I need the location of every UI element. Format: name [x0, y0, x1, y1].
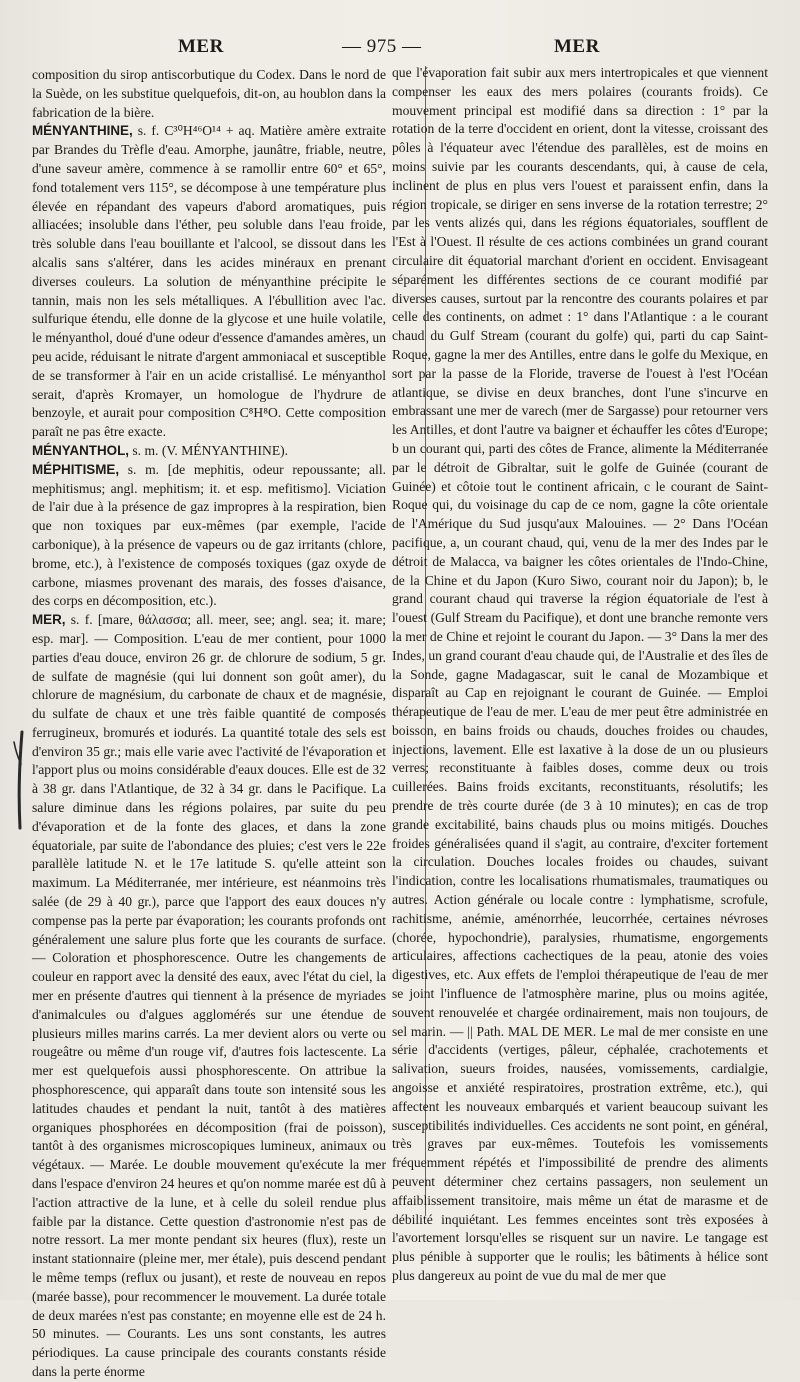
entry-mephitisme	[32, 461, 386, 611]
entry-menyanthol	[32, 442, 386, 461]
left-column	[32, 66, 386, 1382]
entry-body: s. m. (V. MÉNYANTHINE).	[128, 442, 289, 458]
header-right-word: MER	[554, 36, 600, 57]
entry-body: s. f. C³⁰H⁴⁶O¹⁴ + aq. Matière amère extraite par Brandes du Trèfle d'eau. Amorphe, jaunâtre, friable, neutre, d'une saveur amère, commence à se ramollir entre 60° et 65°, fond totalement vers 115°, se décompose à une température plus élevée en répandant des vapeurs d'abord aromatiques, puis alliacées; insoluble dans l'éther, peu soluble dans l'eau froide, très soluble dans l'eau bouillante et l'alcool, se dissout dans les alcalis sans s'altérer, dans les acides minéraux en prenant diverses couleurs. La solution de ményanthine précipite le tannin, mais non les sels métalliques. A l'ébullition avec l'ac. sulfurique étendu, elle donne de la glycose et une huile volatile, le ményanthol, doué d'une odeur d'essence d'amandes amères, un peu acide, réduisant le nitrate d'argent ammoniacal et susceptible de se transformer à l'air en un acide cristallisé. Le ményanthol serait, d'après Kromayer, un homologue de l'hydrure de benzoyle, et aurait pour composition C⁸H⁸O. Cette composition paraît ne pas être exacte.	[32, 123, 386, 440]
right-column	[392, 64, 768, 1286]
headword: MÉPHITISME,	[32, 461, 120, 477]
headword: MÉNYANTHINE,	[32, 123, 133, 139]
entry-body: s. m. [de mephitis, odeur repoussante; all. mephitismus; angl. mephitism; it. et esp. mefitismo]. Viciation de l'air due à la présence de gaz impropres à la respiration, bien que non toxiques par eux-mêmes (par exemple, l'acide carbonique), à la présence de vapeurs ou de gaz irritants (chlore, brome, etc.), à l'existence de composés toxiques (gaz oxyde de carbone, miasmes provenant des marais, des fosses d'aisance, des corps en décomposition, etc.).	[32, 461, 386, 609]
entry-mer	[32, 611, 386, 1382]
headword: MER,	[32, 612, 66, 628]
header-left-word: MER	[178, 36, 224, 57]
entry-continuation: composition du sirop antiscorbutique du Codex. Dans le nord de la Suède, on les substitue quelquefois, dit-on, au houblon dans la fabrication de la bière.	[32, 67, 386, 120]
headword: MÉNYANTHOL,	[32, 442, 129, 458]
entry-menyanthine	[32, 122, 386, 442]
page-number: — 975 —	[342, 36, 422, 57]
entry-mer-continuation: que l'évaporation fait subir aux mers intertropicales et que viennent compenser les eaux des mers polaires (courants froids). Ce mouvement principal est modifié dans sa direction : 1° par la rotation de la terre d'occident en orient, dont la vitesse, croissant des pôles à l'équateur avec l'étendue des parallèles, est de moins en moins suivie par les courants descendants, qui, à cause de cela, inclinent de plus en plus vers l'ouest et paraissent enfin, dans la région tropicale, se diriger en sens inverse de la rotation terrestre; 2° par les vents alizés qui, dans les régions équatoriales, soufflent de l'Est à l'Ouest. Il résulte de ces actions combinées un grand courant circulaire dit équatorial marchant d'orient en occident. Envisageant séparément les différentes sections de ce courant modifié par diverses causes, surtout par la rencontre des courants polaires et par celle des continents, on admet : 1° dans l'Atlantique : a le courant chaud du Gulf Stream (courant du golfe) qui, parti du cap Saint-Roque, gagne la mer des Antilles, entre dans le golfe du Mexique, en sort par la passe de la Floride, traverse de l'ouest à l'est l'Océan atlantique, se divise en deux branches, dont l'une s'incurve en embrassant une mer de varech (mer de Sargasse) pour retourner vers les Antilles, et dont l'autre va baigner et échauffer les côtes d'Europe; b un courant qui, parti des côtes de France, alimente la Méditerranée par le détroit de Gibraltar, suit le golfe de Guinée (courant de Guinée) et côtoie tout le continent africain, c le courant de Saint-Roque qui, du voisinage du cap de ce nom, gagne la côte orientale de l'Amérique du Sud jusqu'aux Malouines. — 2° Dans l'Océan pacifique, a, un courant chaud, qui, venu de la mer des Indes par le détroit de Malacca, va baigner les côtes orientales de l'Indo-Chine, de la Chine et du Japon (Kuro Siwo, courant noir du Japon); b, le grand courant chaud qui traverse la région équatoriale de l'est à l'ouest (Gulf Stream du Pacifique), et dont une branche remonte vers la mer de Chine et rejoint le courant du Japon. — 3° Dans la mer des Indes, un grand courant d'eau chaude qui, de l'Australie et des îles de la Sonde, gagne Madagascar, suit le canal de Mozambique et disparaît au Cap en rejoignant le courant de Guinée. — Emploi thérapeutique de l'eau de mer. L'eau de mer peut être administrée en boisson, en bains froids ou chauds, douches froides ou chaudes, injections, lavement. Elle est laxative à la dose de un ou plusieurs verres; reconstituante à faibles doses, comme deux ou trois cuillerées. Bains froids excitants, reconstituants, résolutifs; les prendre de très courte durée (de 3 à 10 minutes); en cas de trop grande excitabilité, bains chauds plus ou moins mitigés. Douches froides généralisées quand il s'agit, au contraire, d'exciter fortement la circulation. Douches locales froides ou chaudes, suivant l'indication, contre les localisations rhumatismales, traumatiques ou autres. Action générale ou locale contre : lymphatisme, scrofule, rachitisme, anémie, aménorrhée, leucorrhée, certaines névroses (chorée, hypochondrie), paralysies, rhumatisme, engorgements articulaires, affections cachectiques de la peau, atonie des voies digestives, etc. Aux effets de l'emploi thérapeutique de l'eau de mer se joint l'influence de l'atmosphère marine, plus ou moins agitée, souvent renouvelée et chargée ordinairement, mais non toujours, de sel marin. — || Path. MAL DE MER. Le mal de mer consiste en une série d'accidents (vertiges, pâleur, céphalée, crachotements et salivation, sueurs froides, nausées, vomissements, cardialgie, angoisse et anxiété respiratoires, prostration extrême, etc.), qui affectent les nouveaux embarqués et varient beaucoup suivant les susceptibilités individuelles. Ces accidents ne sont point, en général, très graves par eux-mêmes. Toutefois les vomissements fréquemment répétés et l'impossibilité de prendre des aliments peuvent déterminer chez certains passagers, non seulement un affaiblissement transitoire, mais même un état de marasme et de débilité inquiétant. Les femmes enceintes sont très exposées à l'avortement lorsqu'elles se risquent sur un navire. Le tangage est plus pénible à supporter que le roulis; les bâtiments à hélice sont plus dangereux au point de vue du mal de mer que	[392, 65, 768, 1283]
entry-body: s. f. [mare, θάλασσα; all. meer, see; angl. sea; it. mare; esp. mar]. — Composition. L'eau de mer contient, pour 1000 parties d'eau douce, environ 26 gr. de chlorure de sodium, 5 gr. de sulfate de magnésie (qui lui donnent son goût amer), du chlorure de magnésium, du carbonate de chaux et de magnésie, du sulfate de chaux et une très faible quantité de composés ferrugineux, bromurés et iodurés. La quantité totale des sels est d'environ 35 gr.; mais elle varie avec l'activité de l'évaporation et l'apport plus ou moins considérable d'eaux douces. Elle est de 32 à 38 gr. dans l'Atlantique, de 32 à 34 gr. dans le Pacifique. La salure diminue dans les régions polaires, par suite du peu d'évaporation et de la fonte des glaces, et dans la zone équatoriale, par suite de l'abondance des pluies; c'est vers le 22e parallèle latitude N. et le 17e latitude S. qu'elle atteint son maximum. La Méditerranée, mer intérieure, est néanmoins très salée (de 29 à 40 gr.), parce que l'apport des eaux douces n'y compense pas la perte par évaporation; les courants profonds ont généralement une salure plus forte que les courants de surface. — Coloration et phosphorescence. Outre les changements de couleur en rapport avec la densité des eaux, avec l'état du ciel, la mer en présente d'autres qui tiennent à la présence de myriades d'animalcules ou d'algues agglomérés sur une étendue de plusieurs milles marins carrés. La mer devient alors ou verte ou rougeâtre ou même d'un rouge vif, d'autres fois lactescente. La mer est quelquefois aussi phosphorescente. On attribue la phosphorescence, qui apparaît dans toute son intensité sous les latitudes chaudes et pendant la nuit, tantôt à des matières organiques phosphorées en décomposition (frai de poisson), tantôt à des organismes microscopiques lumineux, animaux ou végétaux. — Marée. Le double mouvement qu'exécute la mer dans l'espace d'environ 24 heures et qu'on nomme marée est dû à l'action attractive de la lune, et à celle du soleil rendue plus faible par la distance. Cette question d'astronomie n'est pas de notre ressort. La mer monte pendant six heures (flux), reste un instant stationnaire (pleine mer, mer étale), puis descend pendant le même temps (reflux ou jusant), et reste de nouveau en repos (marée basse), pour recommencer le mouvement. La durée totale de deux marées n'est pas constante; en moyenne elle est de 24 h. 50 minutes. — Courants. Les uns sont constants, les autres périodiques. La cause principale des courants constants réside dans la perte énorme	[32, 612, 386, 1379]
running-header	[30, 36, 770, 62]
pencil-margin-mark-icon	[8, 728, 38, 838]
